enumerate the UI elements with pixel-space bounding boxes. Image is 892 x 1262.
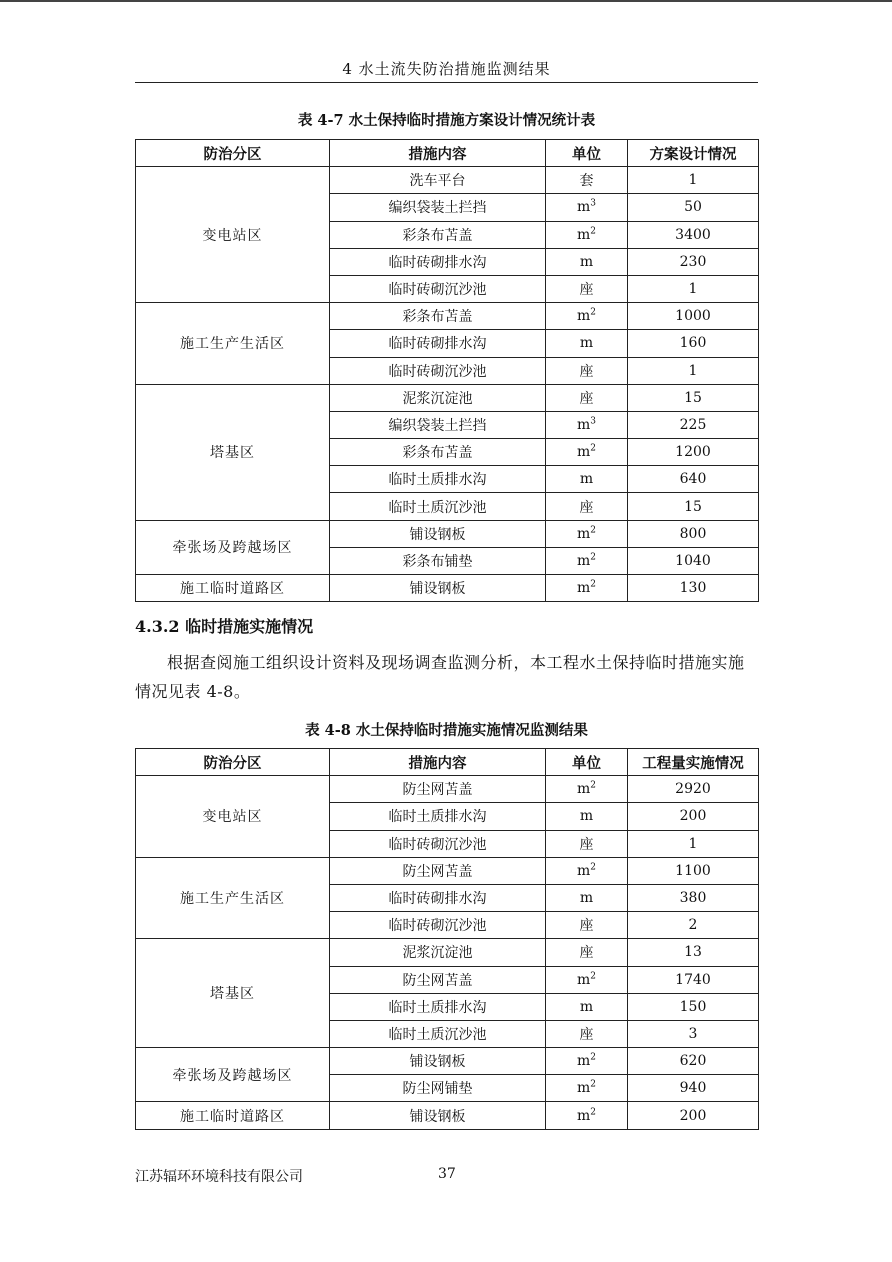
unit-cell bbox=[546, 884, 628, 911]
measure-cell: 防尘网苫盖 bbox=[330, 776, 546, 803]
unit-cell bbox=[546, 439, 628, 466]
measure-cell: 临时砖砌沉沙池 bbox=[330, 357, 546, 384]
unit-cell bbox=[546, 303, 628, 330]
unit-cell bbox=[546, 167, 628, 194]
unit-cell bbox=[546, 384, 628, 411]
measure-cell: 洗车平台 bbox=[330, 167, 546, 194]
value-cell: 380 bbox=[628, 884, 759, 911]
unit-text: 座 bbox=[579, 390, 594, 407]
zone-cell: 塔基区 bbox=[136, 939, 330, 1048]
unit-exponent: 2 bbox=[590, 970, 596, 981]
unit-exponent: 3 bbox=[590, 416, 596, 427]
unit-cell bbox=[546, 776, 628, 803]
value-cell: 1 bbox=[628, 357, 759, 384]
value-cell: 150 bbox=[628, 993, 759, 1020]
table-4-7 bbox=[135, 139, 759, 602]
unit-text: m bbox=[579, 471, 594, 488]
zone-cell: 变电站区 bbox=[136, 167, 330, 303]
value-cell: 1200 bbox=[628, 439, 759, 466]
unit-exponent: 2 bbox=[590, 1106, 596, 1117]
value-cell: 1740 bbox=[628, 966, 759, 993]
unit-text: m bbox=[576, 308, 591, 325]
unit-cell bbox=[546, 912, 628, 939]
unit-cell bbox=[546, 411, 628, 438]
unit-text: m bbox=[576, 199, 591, 216]
unit-text: m bbox=[579, 253, 594, 270]
value-cell: 2920 bbox=[628, 776, 759, 803]
value-cell: 2 bbox=[628, 912, 759, 939]
header-row bbox=[136, 140, 759, 167]
unit-cell bbox=[546, 357, 628, 384]
zone-cell: 牵张场及跨越场区 bbox=[136, 1048, 330, 1102]
column-header: 措施内容 bbox=[330, 140, 546, 167]
page-number: 37 bbox=[438, 1166, 456, 1182]
value-cell: 1000 bbox=[628, 303, 759, 330]
column-header: 措施内容 bbox=[330, 749, 546, 776]
unit-text: 座 bbox=[579, 945, 594, 962]
value-cell: 225 bbox=[628, 411, 759, 438]
column-header: 防治分区 bbox=[136, 140, 330, 167]
page-header: 4 水土流失防治措施监测结果 bbox=[342, 60, 551, 78]
value-cell: 200 bbox=[628, 803, 759, 830]
value-cell: 1040 bbox=[628, 547, 759, 574]
unit-exponent: 2 bbox=[590, 579, 596, 590]
measure-cell: 临时砖砌排水沟 bbox=[330, 330, 546, 357]
unit-exponent: 2 bbox=[590, 780, 596, 791]
measure-cell: 防尘网铺垫 bbox=[330, 1075, 546, 1102]
unit-cell bbox=[546, 1102, 628, 1129]
unit-cell bbox=[546, 803, 628, 830]
zone-cell: 塔基区 bbox=[136, 384, 330, 520]
unit-text: m bbox=[576, 971, 591, 988]
value-cell: 15 bbox=[628, 384, 759, 411]
unit-cell bbox=[546, 966, 628, 993]
unit-exponent: 3 bbox=[590, 198, 596, 209]
measure-cell: 彩条布苫盖 bbox=[330, 439, 546, 466]
table-4-8 bbox=[135, 748, 759, 1130]
unit-cell bbox=[546, 493, 628, 520]
measure-cell: 铺设钢板 bbox=[330, 1048, 546, 1075]
table-row bbox=[136, 575, 759, 602]
column-header: 单位 bbox=[546, 749, 628, 776]
unit-cell bbox=[546, 248, 628, 275]
unit-text: 套 bbox=[579, 173, 594, 190]
value-cell: 50 bbox=[628, 194, 759, 221]
unit-exponent: 2 bbox=[590, 307, 596, 318]
value-cell: 160 bbox=[628, 330, 759, 357]
unit-text: 座 bbox=[579, 1026, 594, 1043]
unit-text: 座 bbox=[579, 918, 594, 935]
unit-cell bbox=[546, 275, 628, 302]
section-title: 4.3.2 临时措施实施情况 bbox=[135, 617, 314, 636]
measure-cell: 临时砖砌排水沟 bbox=[330, 248, 546, 275]
value-cell: 640 bbox=[628, 466, 759, 493]
value-cell: 1 bbox=[628, 275, 759, 302]
zone-cell: 施工生产生活区 bbox=[136, 303, 330, 385]
table-row bbox=[136, 520, 759, 547]
table-row bbox=[136, 776, 759, 803]
unit-text: m bbox=[579, 998, 594, 1015]
column-header: 方案设计情况 bbox=[628, 140, 759, 167]
unit-cell bbox=[546, 466, 628, 493]
table-row bbox=[136, 167, 759, 194]
unit-text: m bbox=[576, 862, 591, 879]
measure-cell: 泥浆沉淀池 bbox=[330, 939, 546, 966]
table-row bbox=[136, 1102, 759, 1129]
value-cell: 940 bbox=[628, 1075, 759, 1102]
zone-cell: 牵张场及跨越场区 bbox=[136, 520, 330, 574]
unit-text: m bbox=[576, 552, 591, 569]
measure-cell: 临时土质排水沟 bbox=[330, 993, 546, 1020]
unit-cell bbox=[546, 1048, 628, 1075]
unit-text: 座 bbox=[579, 836, 594, 853]
zone-cell: 施工临时道路区 bbox=[136, 1102, 330, 1129]
zone-cell: 变电站区 bbox=[136, 776, 330, 858]
unit-text: m bbox=[576, 580, 591, 597]
unit-exponent: 2 bbox=[590, 525, 596, 536]
value-cell: 130 bbox=[628, 575, 759, 602]
value-cell: 3400 bbox=[628, 221, 759, 248]
header-rule bbox=[135, 82, 758, 83]
table-row bbox=[136, 857, 759, 884]
unit-cell bbox=[546, 857, 628, 884]
unit-text: m bbox=[579, 890, 594, 907]
unit-exponent: 2 bbox=[590, 1052, 596, 1063]
measure-cell: 彩条布苫盖 bbox=[330, 303, 546, 330]
measure-cell: 泥浆沉淀池 bbox=[330, 384, 546, 411]
measure-cell: 临时砖砌沉沙池 bbox=[330, 912, 546, 939]
measure-cell: 临时土质沉沙池 bbox=[330, 1020, 546, 1047]
measure-cell: 防尘网苫盖 bbox=[330, 857, 546, 884]
unit-text: m bbox=[576, 1107, 591, 1124]
table-row bbox=[136, 384, 759, 411]
unit-text: m bbox=[576, 1080, 591, 1097]
column-header: 单位 bbox=[546, 140, 628, 167]
measure-cell: 彩条布苫盖 bbox=[330, 221, 546, 248]
zone-cell: 施工临时道路区 bbox=[136, 575, 330, 602]
unit-cell bbox=[546, 547, 628, 574]
unit-cell bbox=[546, 939, 628, 966]
table-row bbox=[136, 939, 759, 966]
column-header: 防治分区 bbox=[136, 749, 330, 776]
unit-text: m bbox=[576, 444, 591, 461]
measure-cell: 编织袋装土拦挡 bbox=[330, 194, 546, 221]
measure-cell: 临时砖砌沉沙池 bbox=[330, 830, 546, 857]
measure-cell: 临时土质排水沟 bbox=[330, 466, 546, 493]
unit-text: 座 bbox=[579, 363, 594, 380]
unit-text: 座 bbox=[579, 499, 594, 516]
value-cell: 230 bbox=[628, 248, 759, 275]
unit-cell bbox=[546, 830, 628, 857]
unit-cell bbox=[546, 993, 628, 1020]
value-cell: 1100 bbox=[628, 857, 759, 884]
section-paragraph: 根据查阅施工组织设计资料及现场调查监测分析，本工程水土保持临时措施实施情况见表 4-8。 bbox=[135, 653, 745, 701]
column-header: 工程量实施情况 bbox=[628, 749, 759, 776]
unit-text: m bbox=[576, 525, 591, 542]
unit-exponent: 2 bbox=[590, 862, 596, 873]
measure-cell: 临时土质沉沙池 bbox=[330, 493, 546, 520]
value-cell: 3 bbox=[628, 1020, 759, 1047]
value-cell: 800 bbox=[628, 520, 759, 547]
measure-cell: 铺设钢板 bbox=[330, 1102, 546, 1129]
value-cell: 15 bbox=[628, 493, 759, 520]
unit-exponent: 2 bbox=[590, 1079, 596, 1090]
top-border bbox=[0, 0, 892, 2]
unit-cell bbox=[546, 330, 628, 357]
measure-cell: 彩条布铺垫 bbox=[330, 547, 546, 574]
value-cell: 13 bbox=[628, 939, 759, 966]
unit-text: m bbox=[576, 781, 591, 798]
unit-text: m bbox=[579, 808, 594, 825]
unit-exponent: 2 bbox=[590, 443, 596, 454]
unit-text: m bbox=[579, 335, 594, 352]
unit-text: m bbox=[576, 416, 591, 433]
unit-cell bbox=[546, 221, 628, 248]
table-row bbox=[136, 303, 759, 330]
unit-exponent: 2 bbox=[590, 552, 596, 563]
table-4-7-caption: 表 4-7 水土保持临时措施方案设计情况统计表 bbox=[297, 112, 596, 129]
measure-cell: 临时砖砌沉沙池 bbox=[330, 275, 546, 302]
measure-cell: 编织袋装土拦挡 bbox=[330, 411, 546, 438]
unit-cell bbox=[546, 520, 628, 547]
value-cell: 620 bbox=[628, 1048, 759, 1075]
header-row bbox=[136, 749, 759, 776]
value-cell: 1 bbox=[628, 830, 759, 857]
unit-text: m bbox=[576, 1053, 591, 1070]
measure-cell: 临时砖砌排水沟 bbox=[330, 884, 546, 911]
table-4-8-caption: 表 4-8 水土保持临时措施实施情况监测结果 bbox=[305, 722, 588, 739]
unit-text: m bbox=[576, 226, 591, 243]
value-cell: 1 bbox=[628, 167, 759, 194]
unit-cell bbox=[546, 1020, 628, 1047]
unit-exponent: 2 bbox=[590, 226, 596, 236]
unit-text: 座 bbox=[579, 282, 594, 299]
unit-cell bbox=[546, 1075, 628, 1102]
measure-cell: 铺设钢板 bbox=[330, 575, 546, 602]
unit-cell bbox=[546, 194, 628, 221]
value-cell: 200 bbox=[628, 1102, 759, 1129]
zone-cell: 施工生产生活区 bbox=[136, 857, 330, 939]
measure-cell: 防尘网苫盖 bbox=[330, 966, 546, 993]
measure-cell: 铺设钢板 bbox=[330, 520, 546, 547]
unit-cell bbox=[546, 575, 628, 602]
footer-company: 江苏辐环环境科技有限公司 bbox=[135, 1169, 303, 1185]
measure-cell: 临时土质排水沟 bbox=[330, 803, 546, 830]
table-row bbox=[136, 1048, 759, 1075]
